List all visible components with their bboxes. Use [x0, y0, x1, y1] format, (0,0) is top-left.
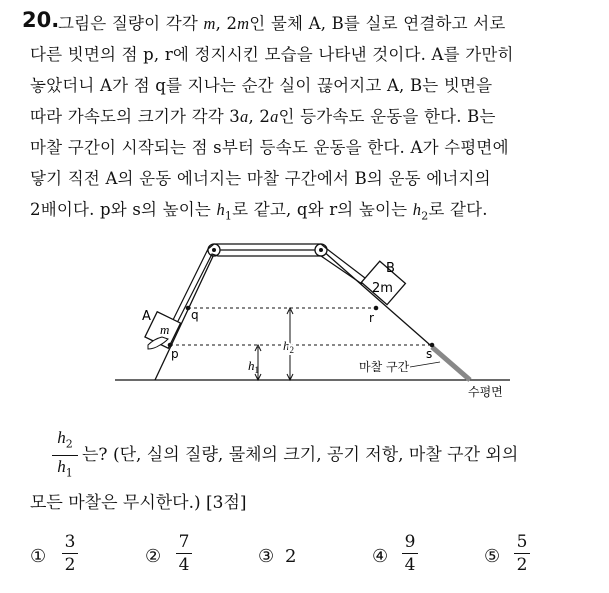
choice-3-mark[interactable]: ③: [258, 546, 275, 567]
label-h1: $h_1$: [248, 358, 259, 375]
question-line-3: 놓았더니 A가 점 q를 지나는 순간 실이 끊어지고 A, B는 빗면을: [30, 76, 493, 95]
choice-4-value[interactable]: 9 4: [402, 532, 418, 575]
ground-label: 수평면: [468, 385, 503, 399]
question-line-2: 다른 빗면의 점 p, r에 정지시킨 모습을 나타낸 것이다. A를 가만히: [30, 45, 514, 64]
friction-label: 마찰 구간: [359, 360, 410, 374]
friction-section: [432, 347, 470, 380]
label-p: p: [171, 347, 179, 361]
question-line-7: 2배이다. p와 s의 높이는 $h_1$로 같고, q와 r의 높이는 $h_2$로 같다.: [30, 200, 488, 223]
choice-5-mark[interactable]: ⑤: [484, 546, 501, 567]
label-b: B: [386, 261, 395, 276]
choice-1-value[interactable]: 3 2: [62, 532, 78, 575]
block-a-mass: m: [160, 322, 170, 337]
question-line-4: 따라 가속도의 크기가 각각 3a, 2a인 등가속도 운동을 한다. B는: [30, 107, 496, 126]
label-a: A: [142, 309, 151, 324]
label-h2: $h_2$: [283, 338, 294, 355]
label-s: s: [426, 347, 433, 361]
ask-fraction: $h_2$ $h_1$: [52, 428, 78, 484]
question-number: 20.: [22, 8, 60, 32]
choice-3-value[interactable]: 2: [285, 546, 297, 567]
ask-text-2: 모든 마찰은 무시한다.) [3점]: [30, 493, 247, 513]
choice-2-mark[interactable]: ②: [145, 546, 162, 567]
choice-1-mark[interactable]: ①: [30, 546, 47, 567]
block-b-mass: 2m: [372, 281, 393, 296]
ask-text-1: 는? (단, 실의 질량, 물체의 크기, 공기 저항, 마찰 구간 외의: [82, 445, 519, 465]
choice-4-mark[interactable]: ④: [372, 546, 389, 567]
choice-5-value[interactable]: 5 2: [514, 532, 530, 575]
incline-diagram: [0, 228, 609, 408]
question-line-1: 그림은 질량이 각각 m, 2m인 물체 A, B를 실로 연결하고 서로: [58, 14, 506, 33]
right-pulley: [315, 244, 327, 256]
label-q: q: [191, 308, 199, 322]
label-r: r: [369, 311, 374, 325]
question-line-5: 마찰 구간이 시작되는 점 s부터 등속도 운동을 한다. A가 수평면에: [30, 138, 509, 157]
choice-2-value[interactable]: 7 4: [176, 532, 192, 575]
question-line-6: 닿기 직전 A의 운동 에너지는 마찰 구간에서 B의 운동 에너지의: [30, 169, 491, 188]
